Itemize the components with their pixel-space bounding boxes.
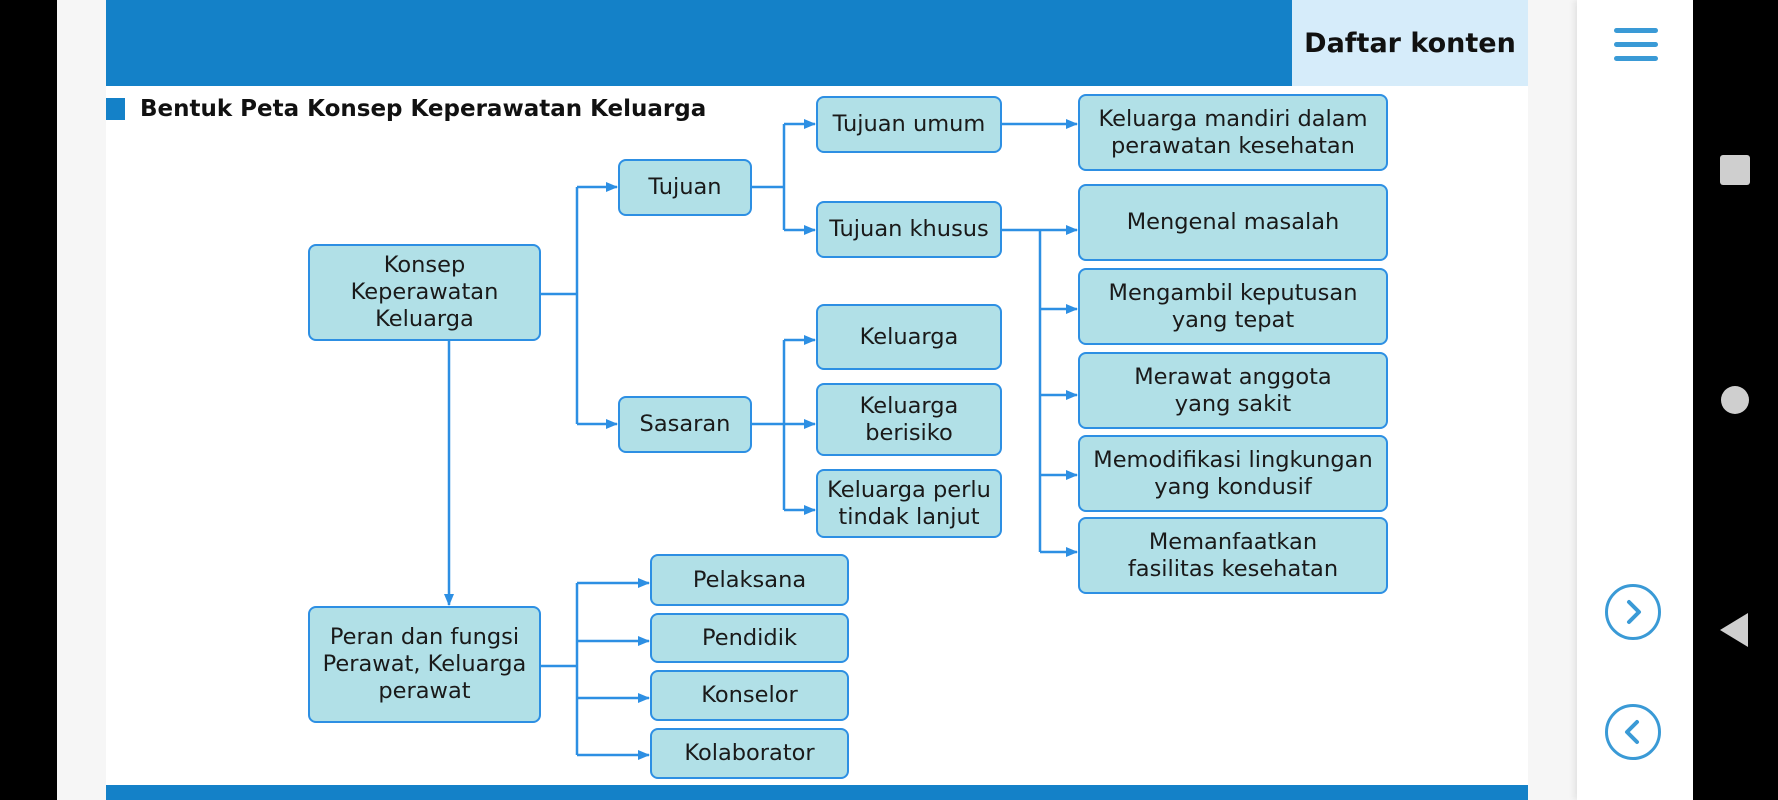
node-khusus-item: Merawat anggota yang sakit (1078, 352, 1388, 429)
node-khusus-item: Memanfaatkan fasilitas kesehatan (1078, 517, 1388, 594)
node-khusus-item: Mengenal masalah (1078, 184, 1388, 261)
node-peran-fungsi: Peran dan fungsi Perawat, Keluarga perawat (308, 606, 541, 723)
circle-icon[interactable] (1721, 386, 1749, 414)
node-sasaran-item: Keluarga (816, 304, 1002, 370)
node-peran-item: Konselor (650, 670, 849, 721)
node-sasaran-item: Keluarga perlu tindak lanjut (816, 469, 1002, 538)
square-icon[interactable] (1720, 155, 1750, 185)
node-tujuan: Tujuan (618, 159, 752, 216)
node-peran-item: Pelaksana (650, 554, 849, 606)
node-sasaran-item: Keluarga berisiko (816, 383, 1002, 456)
node-khusus-item: Mengambil keputusan yang tepat (1078, 268, 1388, 345)
section-title-text: Bentuk Peta Konsep Keperawatan Keluarga (140, 96, 707, 122)
chevron-right-icon[interactable] (1605, 584, 1661, 640)
node-keluarga-mandiri: Keluarga mandiri dalam perawatan kesehatan (1078, 94, 1388, 171)
node-konsep-keperawatan-keluarga: Konsep Keperawatan Keluarga (308, 244, 541, 341)
node-tujuan-khusus: Tujuan khusus (816, 201, 1002, 258)
node-sasaran: Sasaran (618, 396, 752, 453)
hamburger-menu-icon[interactable] (1611, 24, 1661, 64)
node-khusus-item: Memodifikasi lingkungan yang kondusif (1078, 435, 1388, 512)
node-peran-item: Pendidik (650, 613, 849, 663)
bottom-banner (106, 785, 1528, 800)
right-nav-panel (1577, 0, 1693, 800)
chevron-left-icon[interactable] (1605, 704, 1661, 760)
triangle-back-icon[interactable] (1720, 613, 1748, 647)
node-tujuan-umum: Tujuan umum (816, 96, 1002, 153)
node-peran-item: Kolaborator (650, 728, 849, 779)
toc-label: Daftar konten (1304, 27, 1516, 59)
